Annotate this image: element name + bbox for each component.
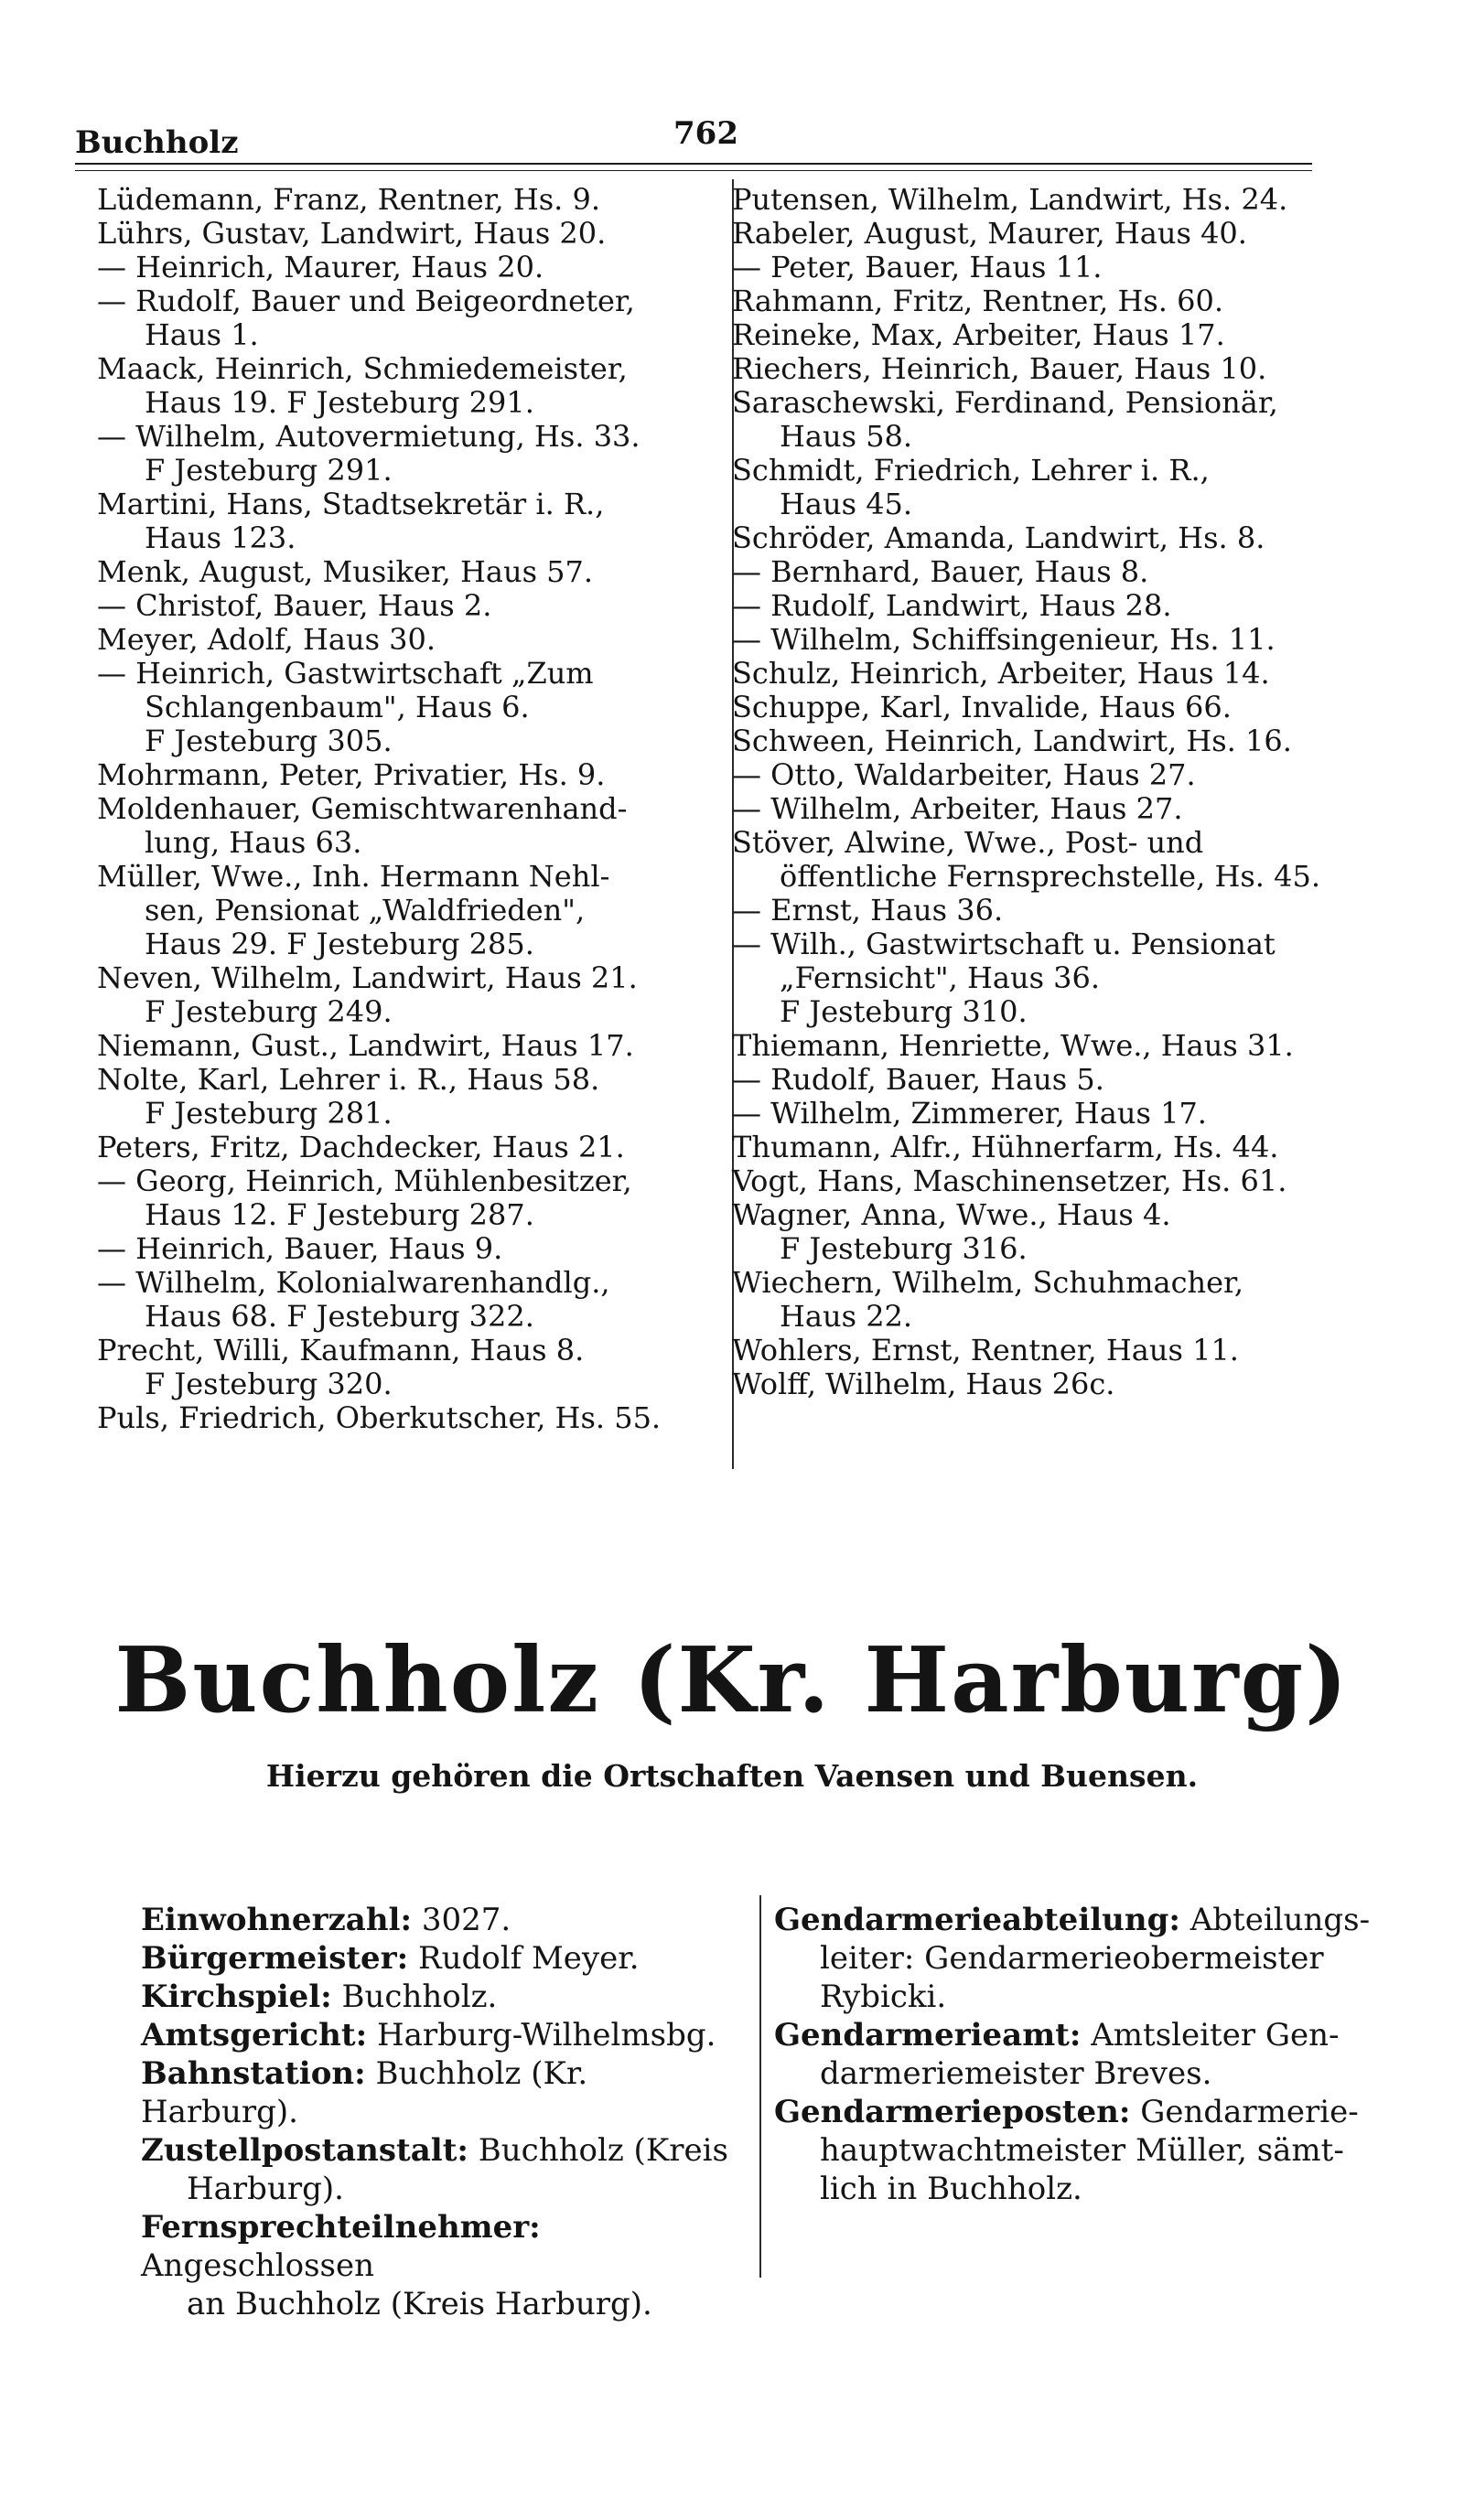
- info-column-left: [141, 1901, 745, 2323]
- entry-text: — Wilh., Gastwirtschaft u. Pensionat: [732, 927, 1276, 961]
- info-value: Gendarmerie-: [1140, 2094, 1359, 2130]
- directory-entry: [97, 420, 701, 488]
- entry-text: Wolff, Wilhelm, Haus 26c.: [732, 1367, 1115, 1401]
- entry-text: Moldenhauer, Gemischtwarenhand-: [97, 791, 628, 826]
- entry-text: Lüdemann, Franz, Rentner, Hs. 9.: [97, 182, 601, 217]
- directory-entry: [732, 318, 1354, 352]
- entry-continuation: F Jesteburg 316.: [780, 1231, 1028, 1266]
- info-item: [141, 1939, 745, 1978]
- entry-text: — Otto, Waldarbeiter, Haus 27.: [732, 757, 1196, 792]
- directory-entry: [97, 1266, 701, 1334]
- directory-entry: [97, 251, 701, 284]
- entry-text: Martini, Hans, Stadtsekretär i. R.,: [97, 487, 605, 521]
- entry-text: — Bernhard, Bauer, Haus 8.: [732, 554, 1149, 589]
- info-label: Gendarmerieposten:: [774, 2094, 1131, 2130]
- entry-continuation: „Fernsicht", Haus 36.: [780, 960, 1101, 995]
- info-label: Amtsgericht:: [141, 2017, 368, 2054]
- info-item: [141, 2208, 745, 2323]
- info-item: [141, 1901, 745, 1939]
- directory-entry: [97, 284, 701, 352]
- info-value: Buchholz.: [341, 1978, 498, 2015]
- entry-text: — Wilhelm, Autovermietung, Hs. 33.: [97, 419, 640, 454]
- directory-entry: [732, 894, 1354, 928]
- directory-entry: [732, 454, 1354, 521]
- entry-continuation: F Jesteburg 281.: [145, 1096, 393, 1131]
- directory-entry: [732, 657, 1354, 691]
- info-item: [141, 2054, 745, 2131]
- info-continuation: Rybicki.: [820, 1978, 947, 2015]
- entry-text: Nolte, Karl, Lehrer i. R., Haus 58.: [97, 1062, 600, 1097]
- directory-entry: [97, 1232, 701, 1266]
- info-first-line: [774, 2093, 1396, 2131]
- entry-text: Schmidt, Friedrich, Lehrer i. R.,: [732, 453, 1210, 488]
- entry-text: — Rudolf, Bauer, Haus 5.: [732, 1062, 1104, 1097]
- directory-entry: [732, 826, 1354, 894]
- entry-text: Reineke, Max, Arbeiter, Haus 17.: [732, 317, 1225, 352]
- info-item: [141, 2016, 745, 2054]
- directory-entry: [97, 352, 701, 420]
- directory-entry: [97, 1164, 701, 1232]
- directory-entry: [732, 1029, 1354, 1063]
- info-label: Bahnstation:: [141, 2055, 366, 2092]
- running-title: Buchholz: [75, 124, 239, 161]
- directory-entry: [732, 555, 1354, 589]
- directory-entry: [97, 1029, 701, 1063]
- entry-continuation: Schlangenbaum", Haus 6.: [145, 690, 530, 724]
- info-first-line: [774, 2016, 1396, 2054]
- entry-text: — Christof, Bauer, Haus 2.: [97, 588, 492, 623]
- entry-text: Müller, Wwe., Inh. Hermann Nehl-: [97, 859, 610, 894]
- directory-entry: [732, 589, 1354, 623]
- info-value: Rudolf Meyer.: [417, 1940, 640, 1977]
- directory-entry: [732, 251, 1354, 284]
- directory-entry: [732, 1164, 1354, 1198]
- entry-text: — Wilhelm, Schiffsingenieur, Hs. 11.: [732, 622, 1276, 657]
- entry-text: Menk, August, Musiker, Haus 57.: [97, 554, 594, 589]
- entry-text: Thumann, Alfr., Hühnerfarm, Hs. 44.: [732, 1130, 1279, 1164]
- entry-text: — Rudolf, Bauer und Beigeordneter,: [97, 284, 635, 318]
- entry-continuation: F Jesteburg 305.: [145, 724, 393, 758]
- entry-text: Lührs, Gustav, Landwirt, Haus 20.: [97, 216, 607, 251]
- directory-entry: [97, 860, 701, 961]
- running-head: [75, 115, 1310, 161]
- entry-text: Saraschewski, Ferdinand, Pensionär,: [732, 385, 1278, 420]
- info-column-divider: [759, 1895, 761, 2278]
- entry-text: — Heinrich, Gastwirtschaft „Zum: [97, 656, 594, 691]
- header-rule-thin: [75, 170, 1312, 171]
- directory-entry: [732, 386, 1354, 454]
- directory-entry: [97, 217, 701, 251]
- directory-entry: [97, 792, 701, 860]
- info-first-line: [141, 1939, 745, 1978]
- entry-text: Mohrmann, Peter, Privatier, Hs. 9.: [97, 757, 606, 792]
- info-first-line: [141, 1901, 745, 1939]
- entry-text: — Ernst, Haus 36.: [732, 893, 1004, 928]
- info-continuation: an Buchholz (Kreis Harburg).: [187, 2286, 652, 2322]
- directory-entry: [732, 1367, 1354, 1401]
- info-first-line: [141, 1978, 745, 2016]
- entry-text: Schröder, Amanda, Landwirt, Hs. 8.: [732, 520, 1265, 555]
- entry-continuation: F Jesteburg 320.: [145, 1367, 393, 1401]
- directory-entry: [97, 758, 701, 792]
- info-column-right: [774, 1901, 1396, 2208]
- info-value: Harburg-Wilhelmsbg.: [376, 2017, 716, 2054]
- entry-continuation: Haus 68. F Jesteburg 322.: [145, 1299, 534, 1334]
- directory-entry: [732, 928, 1354, 1029]
- info-item: [774, 2093, 1396, 2208]
- entry-text: — Peter, Bauer, Haus 11.: [732, 250, 1103, 284]
- entry-continuation: lung, Haus 63.: [145, 825, 362, 860]
- directory-entry: [732, 1334, 1354, 1367]
- info-label: Bürgermeister:: [141, 1940, 409, 1977]
- entry-text: — Heinrich, Bauer, Haus 9.: [97, 1231, 503, 1266]
- entry-text: Thiemann, Henriette, Wwe., Haus 31.: [732, 1028, 1294, 1063]
- entry-text: — Wilhelm, Zimmerer, Haus 17.: [732, 1096, 1207, 1131]
- info-value: Buchholz (Kr. Harburg).: [141, 2055, 588, 2130]
- directory-entry: [732, 1198, 1354, 1266]
- directory-entry: [97, 623, 701, 657]
- entry-continuation: öffentliche Fernsprechstelle, Hs. 45.: [780, 859, 1321, 894]
- entry-text: Stöver, Alwine, Wwe., Post- und: [732, 825, 1204, 860]
- directory-entry: [732, 1131, 1354, 1164]
- entry-text: — Rudolf, Landwirt, Haus 28.: [732, 588, 1172, 623]
- info-first-line: [774, 1901, 1396, 1939]
- directory-entry: [732, 352, 1354, 386]
- info-value: Angeschlossen: [141, 2247, 374, 2284]
- directory-column-left: [97, 183, 701, 1435]
- info-value: Abteilungs-: [1190, 1902, 1371, 1938]
- info-item: [774, 2016, 1396, 2093]
- entry-text: Puls, Friedrich, Oberkutscher, Hs. 55.: [97, 1400, 662, 1435]
- info-continuation: hauptwachtmeister Müller, sämt-: [820, 2132, 1344, 2169]
- entry-text: — Wilhelm, Arbeiter, Haus 27.: [732, 791, 1183, 826]
- info-item: [774, 1901, 1396, 2016]
- directory-entry: [97, 961, 701, 1029]
- entry-text: Putensen, Wilhelm, Landwirt, Hs. 24.: [732, 182, 1288, 217]
- directory-entry: [97, 183, 701, 217]
- info-label: Zustellpostanstalt:: [141, 2132, 468, 2169]
- entry-text: Wiechern, Wilhelm, Schuhmacher,: [732, 1265, 1243, 1300]
- directory-entry: [732, 521, 1354, 555]
- entry-text: Schuppe, Karl, Invalide, Haus 66.: [732, 690, 1232, 724]
- entry-text: Niemann, Gust., Landwirt, Haus 17.: [97, 1028, 634, 1063]
- directory-entry: [732, 724, 1354, 758]
- entry-text: Rabeler, August, Maurer, Haus 40.: [732, 216, 1247, 251]
- section-title: Buchholz (Kr. Harburg): [114, 1628, 1350, 1733]
- directory-entry: [732, 1063, 1354, 1097]
- section-subtitle: Hierzu gehören die Ortschaften Vaensen und Buensen.: [265, 1758, 1199, 1794]
- directory-entry: [732, 792, 1354, 826]
- entry-continuation: Haus 29. F Jesteburg 285.: [145, 927, 534, 961]
- info-item: [141, 2131, 745, 2208]
- directory-entry: [97, 1401, 701, 1435]
- entry-text: — Heinrich, Maurer, Haus 20.: [97, 250, 544, 284]
- info-continuation: darmeriemeister Breves.: [820, 2055, 1212, 2092]
- directory-entry: [732, 183, 1354, 217]
- entry-text: Maack, Heinrich, Schmiedemeister,: [97, 351, 628, 386]
- header-rule: [75, 163, 1312, 165]
- entry-text: Schulz, Heinrich, Arbeiter, Haus 14.: [732, 656, 1270, 691]
- entry-text: — Georg, Heinrich, Mühlenbesitzer,: [97, 1163, 632, 1198]
- info-value: 3027.: [421, 1902, 511, 1938]
- directory-entry: [97, 488, 701, 555]
- info-first-line: [141, 2131, 745, 2170]
- info-first-line: [141, 2016, 745, 2054]
- info-value: Amtsleiter Gen-: [1091, 2017, 1340, 2054]
- directory-entry: [732, 758, 1354, 792]
- entry-continuation: Haus 123.: [145, 520, 296, 555]
- directory-entry: [97, 657, 701, 758]
- directory-column-right: [732, 183, 1354, 1401]
- directory-entry: [732, 691, 1354, 724]
- entry-text: Rahmann, Fritz, Rentner, Hs. 60.: [732, 284, 1224, 318]
- directory-entry: [732, 217, 1354, 251]
- entry-continuation: F Jesteburg 310.: [780, 994, 1028, 1029]
- entry-continuation: Haus 12. F Jesteburg 287.: [145, 1197, 534, 1232]
- info-label: Gendarmerieabteilung:: [774, 1902, 1180, 1938]
- entry-continuation: F Jesteburg 249.: [145, 994, 393, 1029]
- info-first-line: [141, 2208, 745, 2285]
- entry-text: Neven, Wilhelm, Landwirt, Haus 21.: [97, 960, 638, 995]
- info-label: Kirchspiel:: [141, 1978, 332, 2015]
- entry-continuation: Haus 22.: [780, 1299, 913, 1334]
- entry-text: Precht, Willi, Kaufmann, Haus 8.: [97, 1333, 585, 1367]
- info-value: Buchholz (Kreis: [478, 2132, 728, 2169]
- info-label: Einwohnerzahl:: [141, 1902, 413, 1938]
- directory-entry: [732, 284, 1354, 318]
- page-number: 762: [673, 115, 738, 152]
- entry-text: Wagner, Anna, Wwe., Haus 4.: [732, 1197, 1171, 1232]
- entry-continuation: Haus 58.: [780, 419, 913, 454]
- info-continuation: leiter: Gendarmerieobermeister: [820, 1940, 1324, 1977]
- directory-entry: [97, 1063, 701, 1131]
- entry-text: Schween, Heinrich, Landwirt, Hs. 16.: [732, 724, 1292, 758]
- entry-continuation: sen, Pensionat „Waldfrieden",: [145, 893, 586, 928]
- entry-continuation: Haus 1.: [145, 317, 259, 352]
- entry-continuation: Haus 45.: [780, 487, 913, 521]
- directory-entry: [732, 623, 1354, 657]
- entry-text: Peters, Fritz, Dachdecker, Haus 21.: [97, 1130, 625, 1164]
- entry-text: Wohlers, Ernst, Rentner, Haus 11.: [732, 1333, 1239, 1367]
- directory-entry: [732, 1097, 1354, 1131]
- entry-text: — Wilhelm, Kolonialwarenhandlg.,: [97, 1265, 610, 1300]
- directory-entry: [97, 555, 701, 589]
- directory-entry: [97, 1131, 701, 1164]
- directory-entry: [97, 589, 701, 623]
- directory-entry: [97, 1334, 701, 1401]
- entry-text: Vogt, Hans, Maschinensetzer, Hs. 61.: [732, 1163, 1287, 1198]
- entry-continuation: F Jesteburg 291.: [145, 453, 393, 488]
- directory-entry: [732, 1266, 1354, 1334]
- info-continuation: lich in Buchholz.: [820, 2171, 1082, 2207]
- info-label: Gendarmerieamt:: [774, 2017, 1082, 2054]
- entry-text: Meyer, Adolf, Haus 30.: [97, 622, 436, 657]
- info-first-line: [141, 2054, 745, 2131]
- info-continuation: Harburg).: [187, 2171, 344, 2207]
- info-label: Fernsprechteilnehmer:: [141, 2209, 541, 2246]
- entry-continuation: Haus 19. F Jesteburg 291.: [145, 385, 534, 420]
- info-item: [141, 1978, 745, 2016]
- entry-text: Riechers, Heinrich, Bauer, Haus 10.: [732, 351, 1267, 386]
